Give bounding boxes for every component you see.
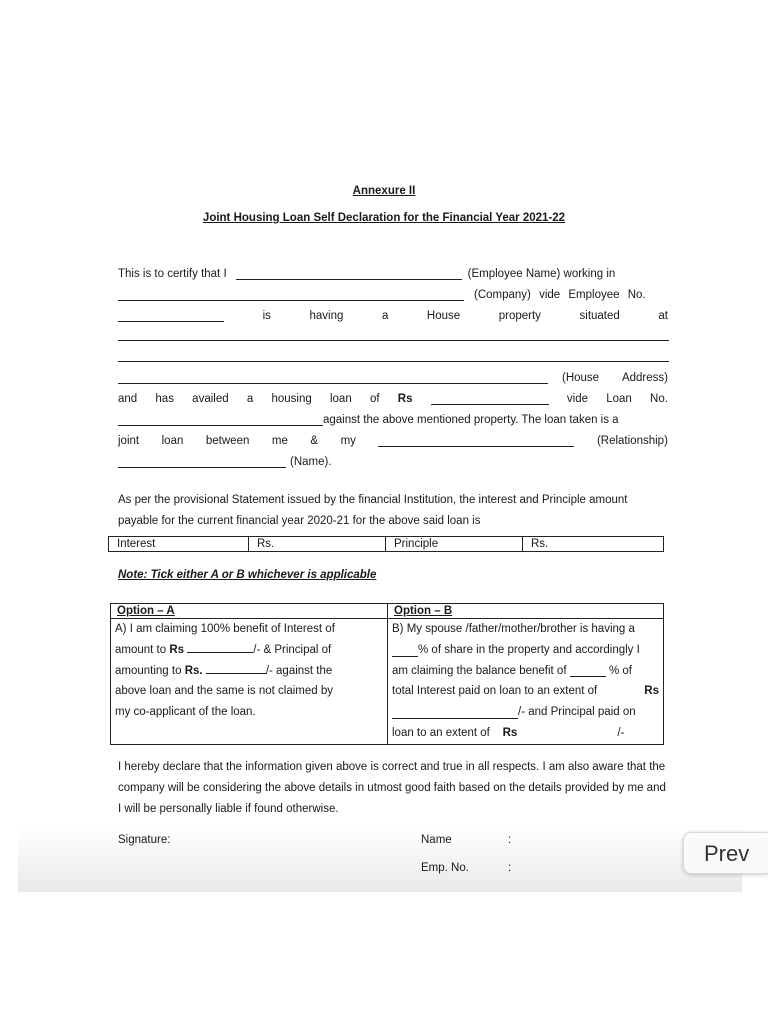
option-b-line <box>392 702 659 723</box>
cert-word: loan <box>161 435 184 447</box>
text: amount to <box>115 643 167 656</box>
cert-line-9 <box>118 431 668 447</box>
cert-word: me <box>271 435 288 447</box>
option-a-cell <box>111 619 388 745</box>
cert-line-1 <box>118 264 668 280</box>
balance-percent-blank <box>570 664 606 677</box>
option-a-line: above loan and the same is not claimed by <box>115 685 333 698</box>
address-blank <box>118 371 548 384</box>
loan-amount-blank <box>431 392 549 405</box>
option-b-line <box>392 640 659 661</box>
address-line-2 <box>118 361 669 362</box>
principle-label-cell: Principle <box>386 537 523 552</box>
cert-text: (House <box>562 372 600 384</box>
option-a-line <box>115 661 383 682</box>
annexure-title: Annexure II <box>352 185 416 197</box>
cert-text: (Company) vide Employee No. <box>474 289 646 301</box>
cert-word: & <box>310 435 319 447</box>
amount-table <box>108 536 664 552</box>
interest-value-cell: Rs. <box>249 537 386 552</box>
cert-word: has <box>155 393 174 405</box>
text: loan to an extent of <box>392 726 490 739</box>
text: /- & Principal of <box>253 643 332 656</box>
employee-no-blank <box>118 309 224 322</box>
signature-label: Signature: <box>118 834 171 846</box>
text: am claiming the balance benefit of <box>392 664 567 677</box>
cert-line-2 <box>118 285 668 301</box>
cert-word: property <box>498 310 541 322</box>
cert-line-8 <box>118 410 668 426</box>
cert-text: (Employee Name) working in <box>467 268 616 280</box>
option-b-header: Option – B <box>388 604 664 619</box>
principle-value-cell: Rs. <box>523 537 664 552</box>
table-row <box>111 619 664 745</box>
cert-word: at <box>658 310 668 322</box>
principal-amount-blank <box>206 661 266 674</box>
emp-no-colon: : <box>508 862 512 874</box>
loan-no-blank <box>118 413 323 426</box>
cert-word: my <box>340 435 356 447</box>
cert-word: of <box>369 393 380 405</box>
note-text: Note: Tick either A or B whichever is applicable <box>118 569 377 581</box>
rs-label: Rs <box>169 643 185 656</box>
option-a-header: Option – A <box>111 604 388 619</box>
cert-word: a <box>246 393 254 405</box>
text: total Interest paid on loan to an extent of <box>392 685 598 698</box>
statement-paragraph: As per the provisional Statement issued by the financial Institution, the interest and Principle amount payable for the current financial year 2020-21 for the above said loan is <box>118 494 628 527</box>
option-b-cell <box>388 619 664 745</box>
option-b-line: B) My spouse /father/mother/brother is having a <box>392 623 635 635</box>
cert-word: situated <box>579 310 620 322</box>
cert-text: This is to certify that I <box>118 268 227 280</box>
cert-word: House <box>426 310 461 322</box>
cert-text: (Name). <box>290 456 332 468</box>
option-b-line <box>392 681 659 702</box>
cert-word: a <box>381 310 389 322</box>
option-a-line: A) I am claiming 100% benefit of Interest of <box>115 623 335 635</box>
cert-line-10 <box>118 452 668 468</box>
cert-word: vide <box>566 393 589 405</box>
option-b-line <box>392 723 659 744</box>
option-a-line <box>115 640 383 661</box>
option-b-line <box>392 661 659 682</box>
cert-line-7 <box>118 389 668 405</box>
rs-label: Rs. <box>184 664 203 677</box>
form-title: Joint Housing Loan Self Declaration for the Financial Year 2021-22 <box>202 212 566 224</box>
relationship-blank <box>378 434 574 447</box>
share-percent-blank <box>392 644 418 657</box>
interest-extent-blank <box>392 706 518 719</box>
cert-word: is <box>262 310 271 322</box>
text: /- and Principal paid on <box>518 706 636 719</box>
name-blank <box>118 455 286 468</box>
name-label: Name <box>421 834 452 846</box>
text: % of share in the property and accordingly I <box>418 643 640 656</box>
cert-word: loan <box>329 393 352 405</box>
table-row <box>111 604 664 619</box>
name-colon: : <box>508 834 512 846</box>
cert-word: having <box>309 310 344 322</box>
table-row <box>109 537 664 552</box>
options-table <box>110 603 664 745</box>
emp-no-label: Emp. No. <box>421 862 469 874</box>
cert-word: joint <box>118 435 140 447</box>
option-a-line: my co-applicant of the loan. <box>115 706 256 719</box>
cert-word: availed <box>192 393 229 405</box>
cert-line-3 <box>118 306 668 322</box>
cert-word: (Relationship) <box>596 435 668 447</box>
cert-word: between <box>205 435 250 447</box>
prev-button[interactable]: Prev <box>683 832 768 874</box>
rs-label: Rs <box>644 685 659 698</box>
employee-name-blank <box>236 267 462 280</box>
text: /- <box>617 726 625 739</box>
cert-text: Address) <box>621 372 668 384</box>
interest-label-cell: Interest <box>117 538 156 550</box>
cert-word: Loan <box>606 393 632 405</box>
text: amounting to <box>115 664 182 677</box>
interest-amount-blank <box>187 640 253 653</box>
cert-word: No. <box>650 393 668 405</box>
cert-text: against the above mentioned property. The loan taken is a <box>323 414 619 426</box>
address-line-1 <box>118 340 669 341</box>
company-blank <box>118 288 464 301</box>
declaration-paragraph: I hereby declare that the information given above is correct and true in all respects. I am also aware that the company will be considering the above details in utmost good faith based on the details provided by me and I will be personally liable if found otherwise. <box>118 761 666 815</box>
cert-word: housing <box>271 393 312 405</box>
text: /- against the <box>265 664 333 677</box>
cert-word: and <box>118 393 138 405</box>
rs-label: Rs <box>397 393 413 405</box>
rs-label: Rs <box>502 726 518 739</box>
cert-line-6 <box>118 368 668 384</box>
text: % of <box>608 664 632 677</box>
